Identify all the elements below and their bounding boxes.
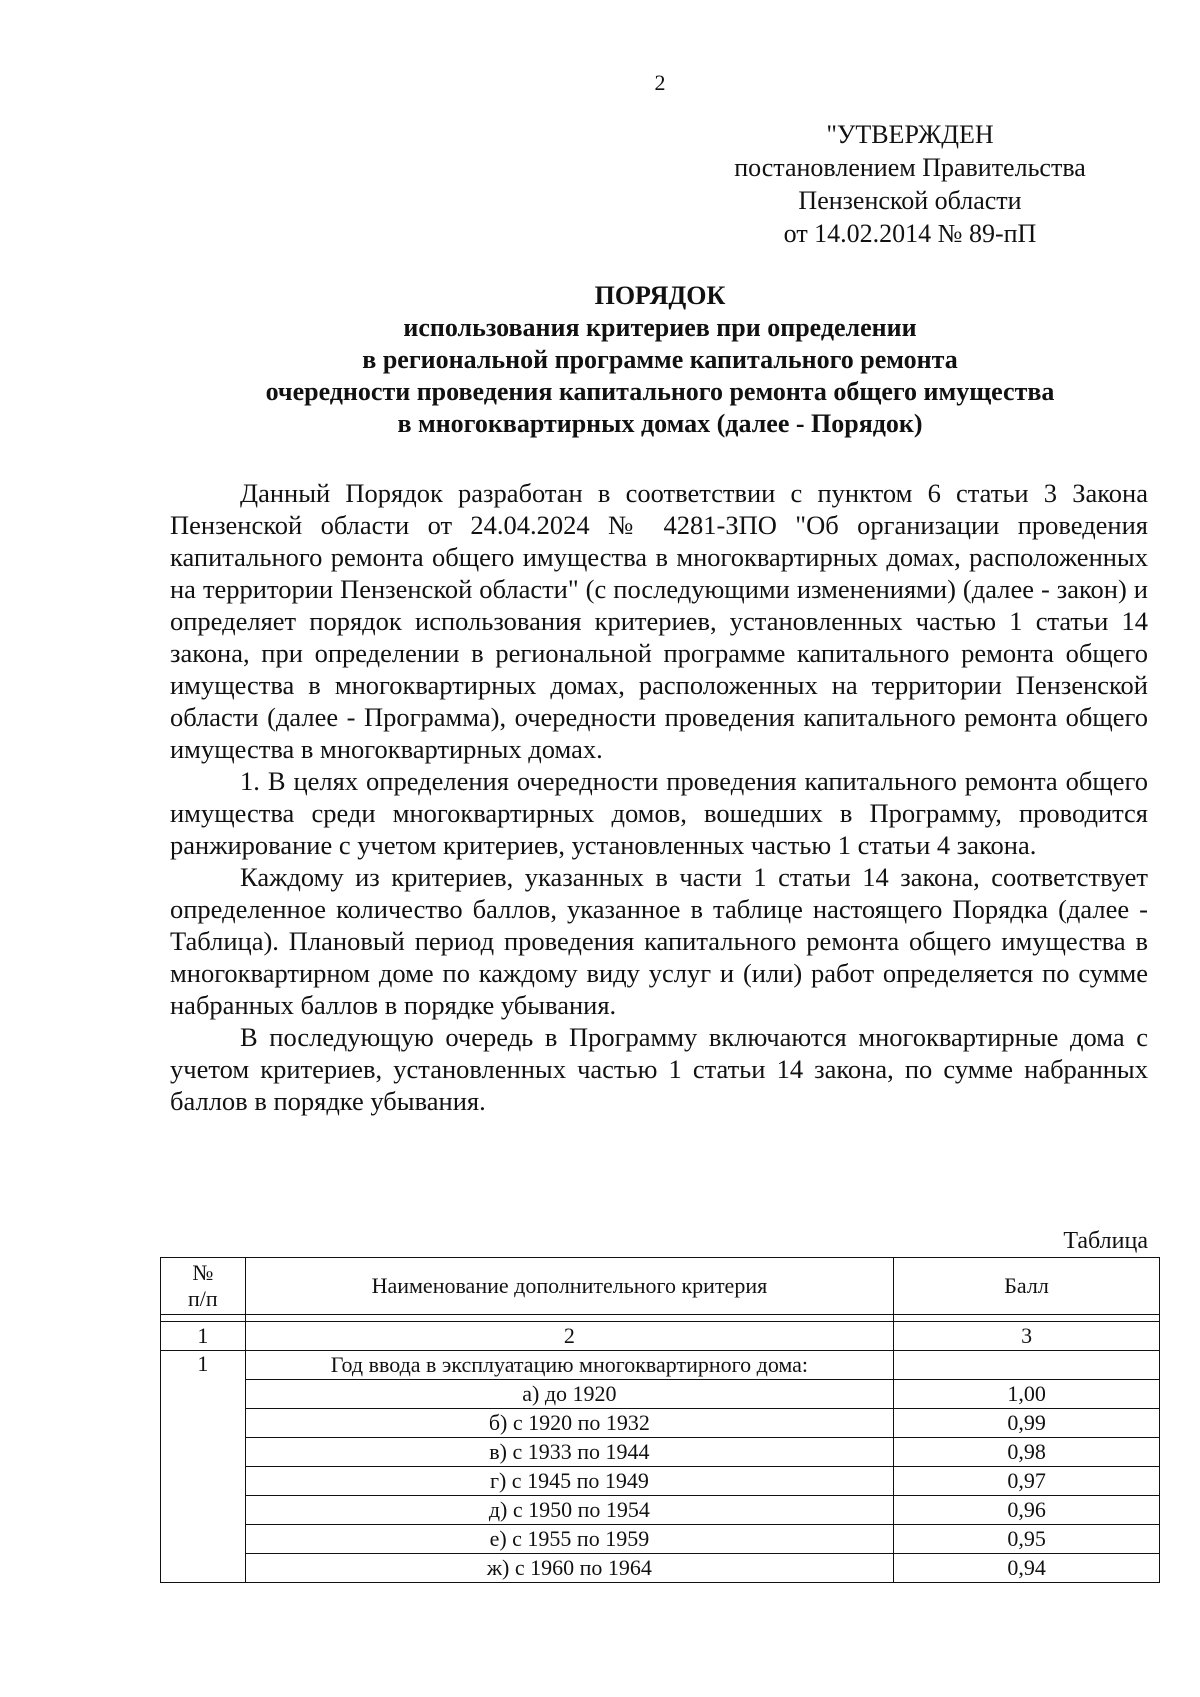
heading-line-4: в многоквартирных домах (далее - Порядок) [397,409,923,438]
criterion-label: ж) с 1960 по 1964 [245,1554,893,1583]
col-number-1: 1 [161,1322,246,1351]
criterion-score: 0,94 [894,1554,1160,1583]
table-row [161,1554,1160,1583]
criterion-label: г) с 1945 по 1949 [245,1467,893,1496]
approval-line-3: Пензенской области [798,186,1022,215]
col-number-3: 3 [894,1322,1160,1351]
document-title: ПОРЯДОК [594,281,726,310]
table-row [161,1496,1160,1525]
criterion-label: а) до 1920 [245,1380,893,1409]
table-row [161,1438,1160,1467]
column-number-row [161,1322,1160,1351]
approval-line-1: "УТВЕРЖДЕН [826,120,994,149]
criterion-score: 0,98 [894,1438,1160,1467]
criterion-score: 0,96 [894,1496,1160,1525]
header-gap [161,1315,1160,1322]
group-score [894,1351,1160,1380]
criterion-score: 0,95 [894,1525,1160,1554]
approval-stamp [720,118,1100,250]
table-row [161,1351,1160,1380]
approval-line-2: постановлением Правительства [734,153,1086,182]
table-row [161,1525,1160,1554]
heading-line-3: очередности проведения капитального ремонта общего имущества [265,377,1055,406]
table-row [161,1467,1160,1496]
heading-line-1: использования критериев при определении [403,313,917,342]
header-num [161,1258,246,1315]
header-num-sign: № [192,1260,214,1285]
table-row [161,1409,1160,1438]
paragraph-intro: Данный Порядок разработан в соответствии с пунктом 6 статьи 3 Закона Пензенской области от 24.04.2024 № 4281-ЗПО "Об организации проведения капитального ремонта общего имущества в многоквартирных домах, расположенных на территории Пензенской области" (с последующими изменениями) (далее - закон) и определяет порядок использования критериев, установленных частью 1 статьи 14 закона, при определении в региональной программе капитального ремонта общего имущества в многоквартирных домах, расположенных на территории Пензенской области (далее - Программа), очередности проведения капитального ремонта общего имущества в многоквартирных домах. [170,478,1148,764]
table-caption: Таблица [1063,1228,1148,1254]
paragraph-2: Каждому из критериев, указанных в части 1 статьи 14 закона, соответствует определенное количество баллов, указанное в таблице настоящего Порядка (далее - Таблица). Плановый период проведения капитального ремонта общего имущества в многоквартирном доме по каждому виду услуг и (или) работ определяется по сумме набранных баллов в порядке убывания. [170,862,1148,1020]
paragraph-1: 1. В целях определения очередности проведения капитального ремонта общего имущества среди многоквартирных домов, вошедших в Программу, проводится ранжирование с учетом критериев, установленных частью 1 статьи 4 закона. [170,766,1148,860]
table-header-row [161,1258,1160,1315]
criterion-score: 0,99 [894,1409,1160,1438]
criterion-label: в) с 1933 по 1944 [245,1438,893,1467]
criterion-score: 0,97 [894,1467,1160,1496]
page-number: 2 [654,70,666,95]
group-number: 1 [161,1351,246,1583]
criterion-score: 1,00 [894,1380,1160,1409]
paragraph-3: В последующую очередь в Программу включаются многоквартирные дома с учетом критериев, установленных частью 1 статьи 14 закона, по сумме набранных баллов в порядке убывания. [170,1022,1148,1116]
criterion-label: д) с 1950 по 1954 [245,1496,893,1525]
approval-line-4: от 14.02.2014 № 89-пП [783,219,1037,248]
document-heading [170,280,1150,440]
document-body [170,477,1148,1117]
col-number-2: 2 [245,1322,893,1351]
header-score: Балл [894,1258,1160,1315]
group-title: Год ввода в эксплуатацию многоквартирного дома: [245,1351,893,1380]
header-num-pp: п/п [187,1286,218,1311]
criteria-table [160,1257,1160,1583]
header-name: Наименование дополнительного критерия [245,1258,893,1315]
heading-line-2: в региональной программе капитального ремонта [362,345,958,374]
criterion-label: б) с 1920 по 1932 [245,1409,893,1438]
table-row [161,1380,1160,1409]
criterion-label: е) с 1955 по 1959 [245,1525,893,1554]
